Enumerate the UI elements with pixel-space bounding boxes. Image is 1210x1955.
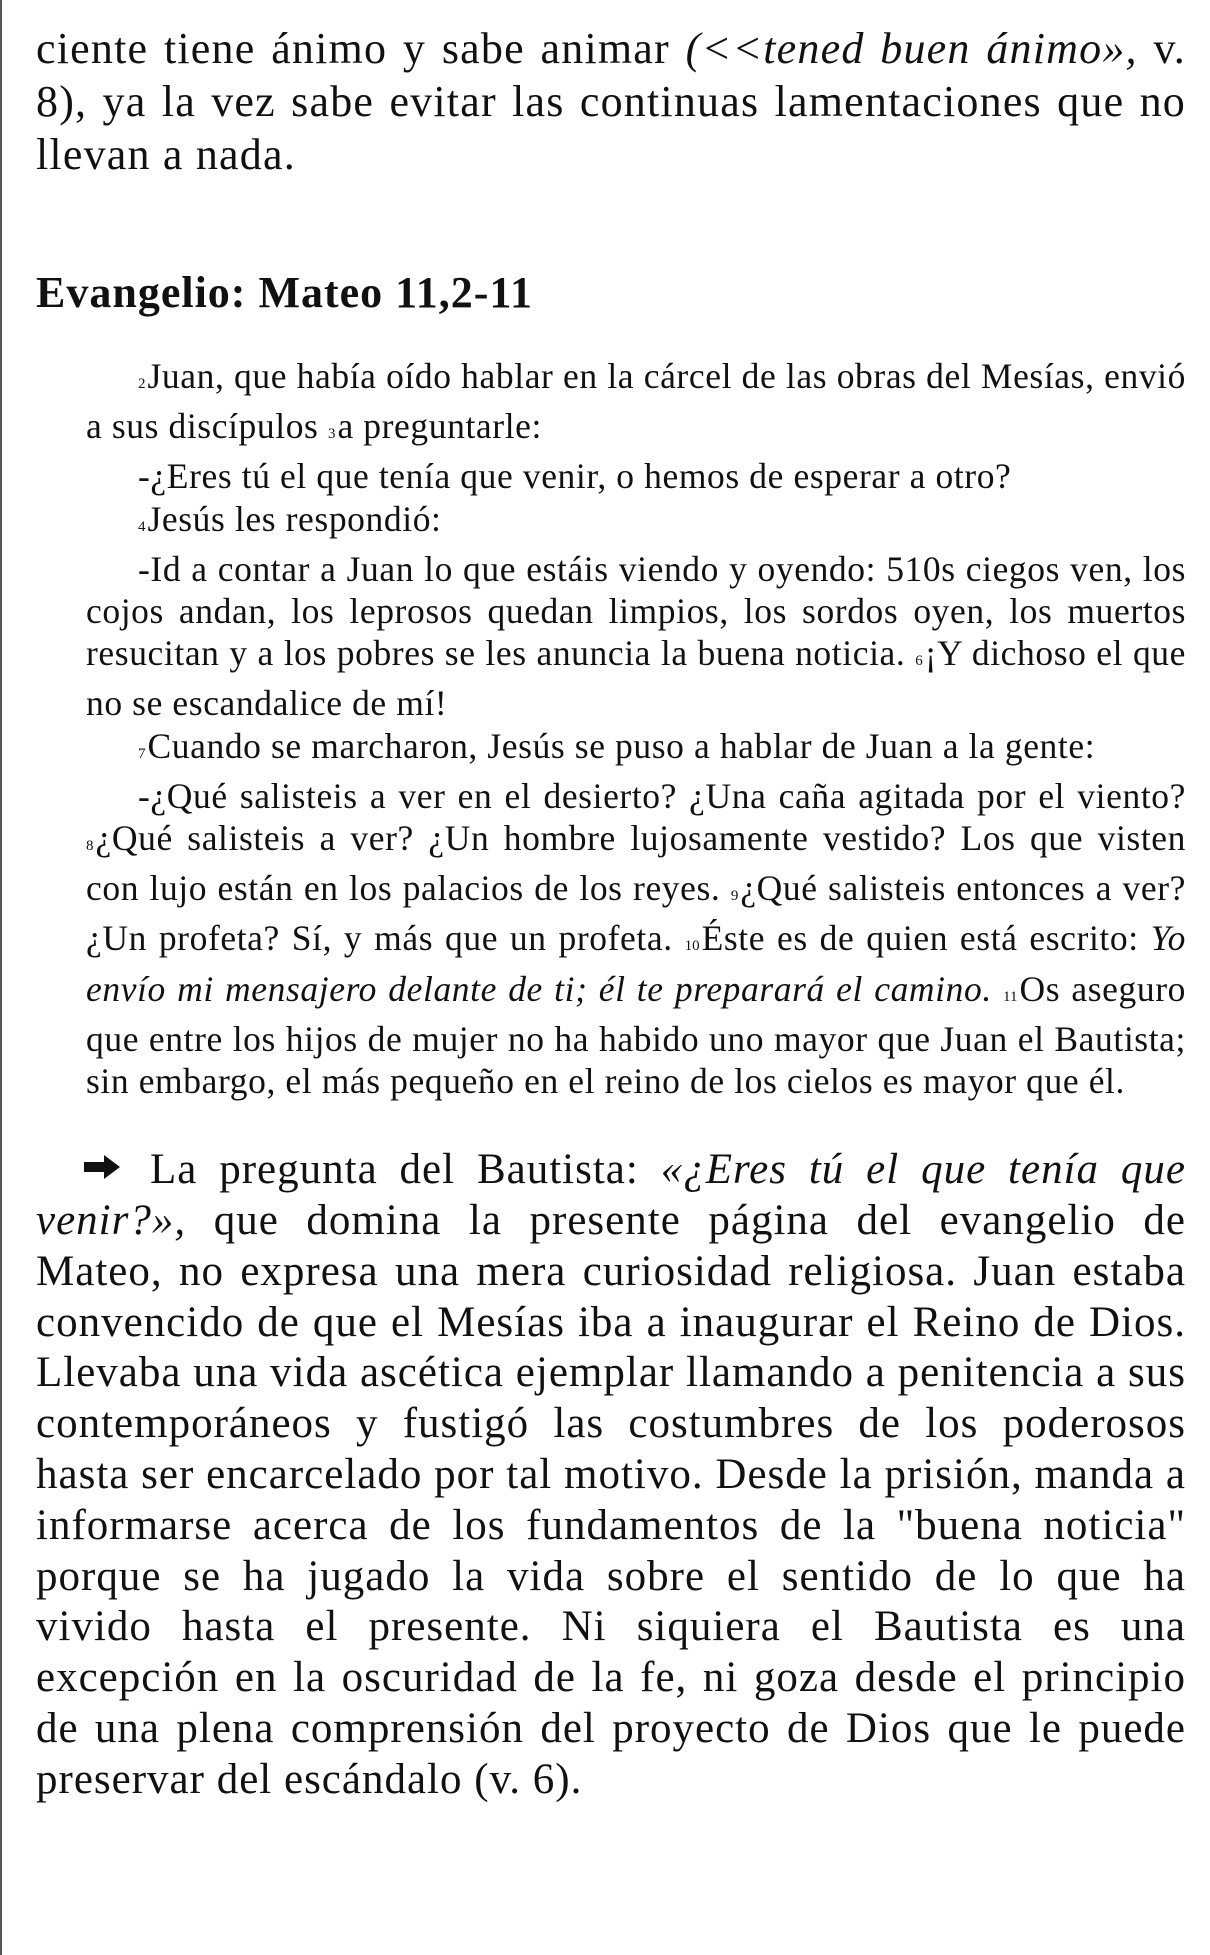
commentary-text-b: que domina la presente página del evangelio de Mateo, no expresa una mera curiosidad religiosa. Juan estaba convencido de que el Mesías iba a inaugurar el Reino de Dios. Llevaba una vida ascética ejemplar llamando a penitencia a sus contemporáneos y fustigó las costumbres de los poderosos hasta ser encarcelado por tal motivo. Desde la prisión, manda a informarse acerca de los fundamentos de la "buena noticia" porque se ha jugado la vida sobre el sentido de lo que ha vivido hasta el presente. Ni siquiera el Bautista es una excepción en la oscuridad de la fe, ni goza desde el principio de una plena comprensión del proyecto de Dios que le puede preservar del escándalo (v. 6). (36, 1197, 1186, 1803)
verse-number: 9 (730, 888, 739, 905)
gospel-text: ¿Qué salisteis entonces a ver? ¿Un profeta? Sí, y más que un profeta. (86, 868, 1186, 959)
verse-number: 6 (915, 653, 923, 670)
page-edge-line (0, 0, 2, 1955)
verse-number: 8 (86, 838, 94, 855)
verse-number: 10 (684, 938, 700, 955)
verse-number: 11 (1003, 988, 1018, 1005)
gospel-paragraph-4 (86, 548, 1186, 725)
gospel-paragraph-2: -¿Eres tú el que tenía que venir, o hemos de esperar a otro? (138, 456, 1012, 497)
gospel-text: Cuando se marcharon, Jesús se puso a hablar de Juan a la gente: (147, 725, 1096, 766)
commentary-paragraph (36, 1144, 1186, 1805)
verse-number: 4 (138, 518, 146, 535)
scripture-quote: Yo envío mi mensajero delante de ti; él te preparará el camino. (86, 918, 1186, 1009)
commentary-text-a: La pregunta del Bautista: (150, 1146, 661, 1194)
gospel-paragraph-6 (86, 775, 1186, 1102)
gospel-passage (86, 355, 1186, 1102)
gospel-text: Jesús les respondió: (147, 498, 442, 539)
verse-number: 3 (327, 426, 336, 443)
commentary-italic-quote: «¿Eres tú el que tenía que venir?», (36, 1146, 1186, 1245)
gospel-text: a preguntarle: (337, 406, 542, 447)
intro-text-b: v. 8), ya la vez sabe evitar las continuas lamentaciones que no llevan a nada. (36, 24, 1187, 179)
intro-text-a: ciente tiene ánimo y sabe animar (36, 24, 686, 73)
gospel-paragraph-1 (86, 355, 1186, 455)
gospel-paragraph-3 (86, 498, 1186, 548)
right-arrow-icon (84, 1144, 124, 1195)
verse-number: 7 (138, 745, 146, 762)
intro-italic-quote: (<<tened buen ánimo», (685, 24, 1138, 73)
gospel-text: Juan, que había oído hablar en la cárcel de las obras del Mesías, envió a sus discípulos (86, 356, 1186, 447)
gospel-heading: Evangelio: Mateo 11,2-11 (36, 268, 533, 317)
gospel-paragraph-5 (86, 725, 1186, 775)
gospel-text: -Id a contar a Juan lo que estáis viendo y oyendo: 510s ciegos ven, los cojos andan, los leprosos quedan limpios, los sordos oyen, los muertos resucitan y a los pobres se les anuncia la buena noticia. (86, 548, 1186, 674)
gospel-text: ¿Qué salisteis a ver? ¿Un hombre lujosamente vestido? Los que visten con lujo están en los palacios de los reyes. (86, 818, 1186, 909)
page-content (36, 22, 1186, 1806)
gospel-text: Éste es de quien está escrito: (701, 918, 1151, 959)
intro-paragraph (36, 22, 1186, 181)
gospel-text: -¿Qué salisteis a ver en el desierto? ¿Una caña agitada por el viento? (138, 775, 1186, 816)
verse-number: 2 (138, 376, 146, 392)
gospel-text: ¡Y dichoso el que no se escandalice de mí! (86, 633, 1186, 724)
gospel-text: Os aseguro que entre los hijos de mujer no ha habido uno mayor que Juan el Bautista; sin embargo, el más pequeño en el reino de los cielos es mayor que él. (86, 968, 1186, 1102)
